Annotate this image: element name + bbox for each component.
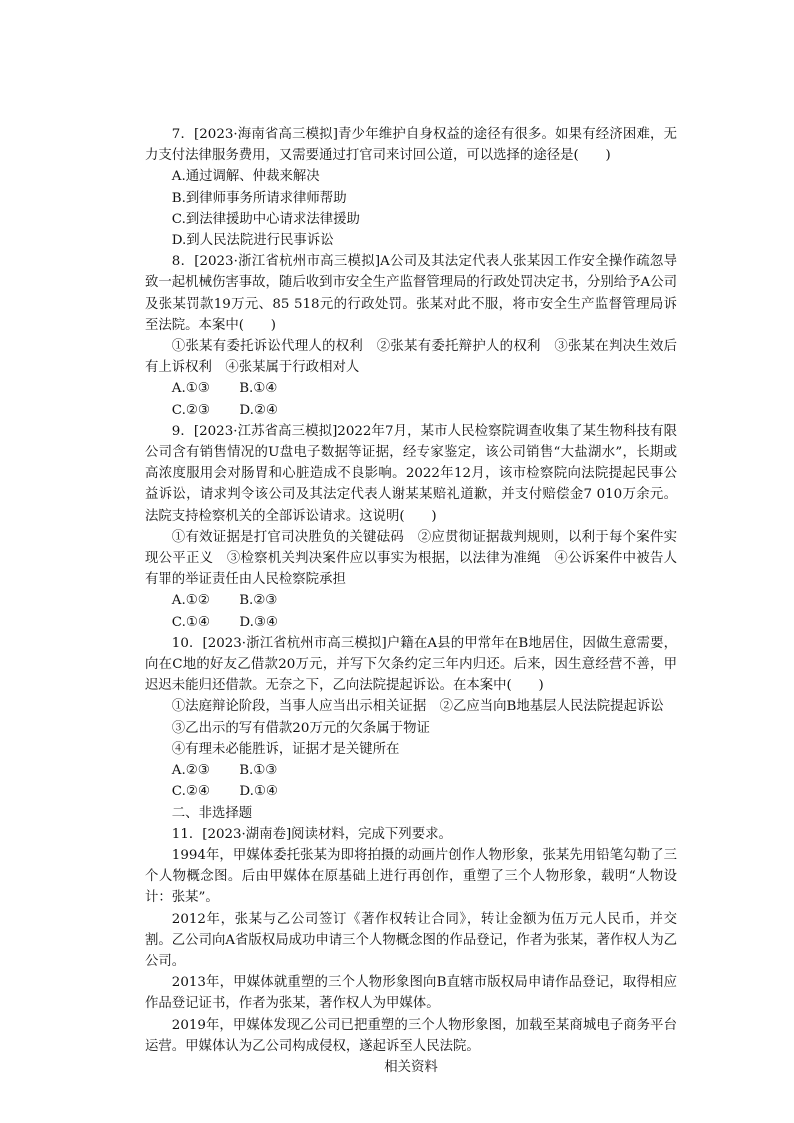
q11-material-2013: 2013年，甲媒体就重塑的三个人物形象图向B直辖市版权局申请作品登记，取得相应作品登记证书，作者为张某，著作权人为甲媒体。 [145,975,677,1012]
q10-option-d: D.①④ [239,784,278,800]
q10-statement-3: ④有理未必能胜诉，证据才是关键所在 [171,741,400,757]
q9-option-c: C.①④ [171,614,210,630]
q7-option-c: C.到法律援助中心请求法律援助 [171,211,360,227]
q9-option-a: A.①② [171,593,210,609]
related-materials-heading: 相关资料 [384,1059,438,1075]
section-heading: 二、非选择题 [171,805,253,821]
q11-material-2019: 2019年，甲媒体发现乙公司已把重塑的三个人物形象图，加载至某商城电子商务平台运营。甲媒体认为乙公司构成侵权，遂起诉至人民法院。 [145,1017,677,1054]
q7-option-a: A.通过调解、仲裁来解决 [171,169,320,185]
q7-option-d: D.到人民法院进行民事诉讼 [171,233,334,249]
q8-option-a: A.①③ [171,381,210,397]
q8-option-b: B.①④ [239,381,278,397]
q10-option-b: B.①③ [239,763,278,779]
q10-statement-2: ③乙出示的写有借款20万元的欠条属于物证 [171,720,430,736]
q10-option-a: A.②③ [171,763,210,779]
q10-statement-1: ①法庭辩论阶段，当事人应当出示相关证据 ②乙应当向B地基层人民法院提起诉讼 [171,699,664,715]
q8-option-d: D.②④ [239,402,278,418]
q11-material-2012: 2012年，张某与乙公司签订《著作权转让合同》，转让金额为伍万元人民币，并交割。乙公司向A省版权局成功申请三个人物概念图的作品登记，作者为张某，著作权人为乙公司。 [145,911,677,969]
q8-options-row-2 [145,400,677,421]
q9-option-b: B.②③ [239,593,278,609]
q7-stem: 7．[2023·海南省高三模拟]青少年维护自身权益的途径有很多。如果有经济困难，无力支付法律服务费用，又需要通过打官司来讨回公道，可以选择的途径是( ) [145,127,677,164]
q10-stem: 10．[2023·浙江省杭州市高三模拟]户籍在A县的甲常年在B地居住，因做生意需要，向在C地的好友乙借款20万元，并写下欠条约定三年内归还。后来，因生意经营不善，甲迟迟未能归还借款。无奈之下，乙向法院提起诉讼。在本案中( ) [145,635,677,694]
q11-stem: 11．[2023·湖南卷]阅读材料，完成下列要求。 [171,826,452,842]
q8-statements: ①张某有委托诉讼代理人的权利 ②张某有委托辩护人的权利 ③张某在判决生效后有上诉权利 ④张某属于行政相对人 [145,339,677,376]
q8-stem: 8．[2023·浙江省杭州市高三模拟]A公司及其法定代表人张某因工作安全操作疏忽导致一起机械伤害事故，随后收到市安全生产监督管理局的行政处罚决定书，分别给予A公司及张某罚款19万元、85 518元的行政处罚。张某对此不服，将市安全生产监督管理局诉至法院。本案中( ) [145,254,677,333]
q8-option-c: C.②③ [171,402,210,418]
document-body [145,124,677,1078]
q10-options-row-1 [145,760,677,781]
q9-statements: ①有效证据是打官司决胜负的关键砝码 ②应贯彻证据裁判规则，以利于每个案件实现公平正义 ③检察机关判决案件应以事实为根据，以法律为准绳 ④公诉案件中被告人有罪的举证责任由人民检察院承担 [145,529,677,588]
q10-option-c: C.②④ [171,784,210,800]
q11-material-1994: 1994年，甲媒体委托张某为即将拍摄的动画片创作人物形象，张某先用铅笔勾勒了三个人物概念图。后由甲媒体在原基础上进行再创作，重塑了三个人物形象，载明“人物设计：张某”。 [145,847,677,906]
q10-options-row-2 [145,781,677,802]
q9-stem: 9．[2023·江苏省高三模拟]2022年7月，某市人民检察院调查收集了某生物科技有限公司含有销售情况的U盘电子数据等证据，经专家鉴定，该公司销售“大盐湖水”，长期或高浓度服用会对肠胃和心脏造成不良影响。2022年12月，该市检察院向法院提起民事公益诉讼，请求判令该公司及其法定代表人谢某某赔礼道歉，并支付赔偿金7 010万余元。法院支持检察机关的全部诉讼请求。这说明( ) [145,423,677,524]
q9-option-d: D.③④ [239,614,278,630]
q9-options-row-2 [145,612,677,633]
q8-options-row-1 [145,378,677,399]
q7-option-b: B.到律师事务所请求律师帮助 [171,190,347,206]
q9-options-row-1 [145,590,677,611]
